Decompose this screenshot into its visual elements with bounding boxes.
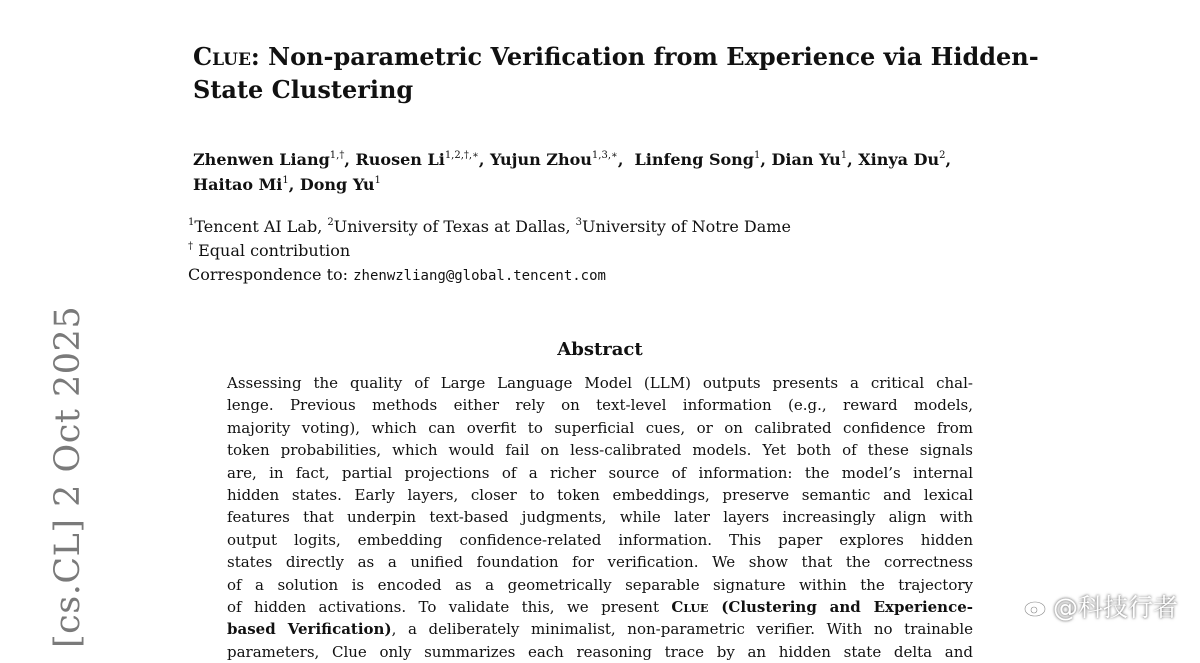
abstract-line: Assessing the quality of Large Language Model (LLM) outputs presents a critical chal-: [227, 374, 973, 392]
abstract-heading: Abstract: [557, 339, 643, 360]
affiliations: [188, 215, 1008, 288]
correspondence-email[interactable]: zhenwzliang@global.tencent.com: [353, 268, 606, 284]
abstract-line: of hidden activations. To validate this, we present Clue (Clustering and Experience-: [227, 598, 973, 617]
author: Xinya Du$^2$: [858, 150, 946, 169]
abstract-body: [227, 372, 973, 663]
title-name: Clue: [193, 42, 251, 71]
abstract-line: token probabilities, which would fail on less-calibrated models. Yet both of these signals: [227, 441, 973, 460]
author: Haitao Mi$^1$: [193, 175, 289, 194]
author: Dian Yu$^1$: [771, 150, 848, 169]
abstract-line: output logits, embedding confidence-related information. This paper explores hidden: [227, 530, 973, 549]
author: Dong Yu$^1$: [299, 175, 381, 194]
correspondence: Correspondence to: zhenwzliang@global.tencent.com: [188, 265, 606, 284]
weibo-logo-icon: [1023, 593, 1051, 619]
author: Zhenwen Liang$^{1,\dagger}$: [193, 150, 345, 169]
abstract-line: of a solution is encoded as a geometrically separable signature within the trajectory: [227, 575, 973, 594]
abstract-line: are, in fact, partial projections of a richer source of information: the model’s internal: [227, 463, 973, 482]
abstract-line: majority voting), which can overfit to superficial cues, or on calibrated confidence from: [227, 418, 973, 437]
paper-title: [193, 40, 1053, 106]
abstract-line: states directly as a unified foundation for verification. We show that the correctness: [227, 553, 973, 572]
abstract-line: hidden states. Early layers, closer to token embeddings, preserve semantic and lexical: [227, 486, 973, 505]
affiliation-line: $^1$Tencent AI Lab, $^2$University of Texas at Dallas, $^3$University of Notre Dame: [188, 217, 791, 236]
watermark-text: @科技行者: [1052, 593, 1178, 622]
title-text: : Non-parametric Verification from Experience via Hidden-State Clustering: [193, 42, 1039, 104]
abstract-line: lenge. Previous methods either rely on text-level information (e.g., reward models,: [227, 396, 973, 415]
author-list: Zhenwen Liang$^{1,\dagger}$, Ruosen $Li^{1,2,\dagger,∗}$, Yujun Zhou$^{1,3,∗}$, Linfeng Song$^1$, Dian Yu$^1$, Xinya Du$^2$, Haitao Mi$^1$, Dong Yu$^1$: [193, 150, 952, 194]
abstract-line: features that underpin text-based judgments, while later layers increasingly align with: [227, 508, 973, 527]
abstract-line: parameters, Clue only summarizes each reasoning trace by an hidden state delta and: [227, 642, 973, 661]
equal-contribution-note: † Equal contribution: [188, 241, 351, 260]
abstract-line: based Verification), a deliberately minimalist, non-parametric verifier. With no trainable: [227, 620, 973, 639]
watermark: [1023, 588, 1178, 624]
author: Yujun Zhou$^{1,3,∗}$: [490, 150, 618, 169]
author: Linfeng Song$^1$: [634, 150, 761, 169]
author: Ruosen $Li^{1,2,\dagger,∗}$: [355, 150, 479, 169]
arxiv-stamp: [cs.CL] 2 Oct 2025: [48, 305, 88, 648]
